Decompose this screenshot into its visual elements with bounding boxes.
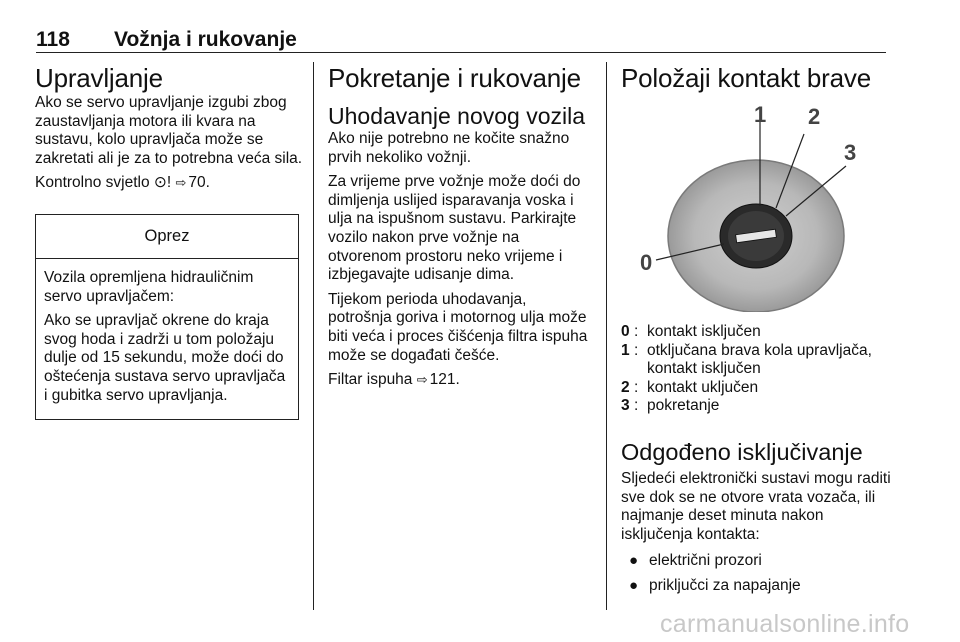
column-2 [328, 62, 594, 396]
heading-ignition-positions: Položaji kontakt brave [621, 63, 871, 93]
heading-steering: Upravljanje [35, 63, 163, 93]
control-lamp-text: Kontrolno svjetlo [35, 174, 150, 192]
steering-warning-icon: ⊙! [153, 174, 172, 192]
steering-paragraph: Ako se servo upravljanje izgubi zbog zaustavljanja motora ili kvara na sustavu, kolo upravljača može se zakretati ali je za to potrebna veća sila. [35, 94, 303, 167]
legend-item: 3 : pokretanje [621, 397, 720, 415]
legend-item: 0 : kontakt isključen [621, 323, 761, 340]
label-position-0: 0 [640, 250, 653, 275]
delayed-off-paragraph: Sljedeći elektronički sustavi mogu raditi sve dok se ne otvore vrata vozača, ili najmanje deset minuta nakon isključenja kontakta: [621, 469, 891, 543]
filter-ref[interactable]: 121. [429, 371, 460, 389]
watermark: carmanualsonline.info [660, 610, 910, 638]
column-3 [621, 62, 891, 94]
section-title: Vožnja i rukovanje [114, 28, 297, 51]
filter-text: Filtar ispuha [328, 371, 413, 389]
page-header [36, 26, 886, 53]
column-divider-1 [313, 62, 314, 610]
subheading-delayed-off: Odgođeno isključivanje [621, 438, 863, 465]
control-lamp-line [35, 174, 303, 193]
running-in-para-1: Ako nije potrebno ne kočite snažno prvih nekoliko vožnji. [328, 130, 570, 166]
list-item: ● priključci za napajanje [629, 576, 801, 594]
heading-starting: Pokretanje i rukovanje [328, 63, 581, 93]
ignition-legend [621, 323, 891, 602]
label-position-1: 1 [754, 102, 767, 127]
ignition-switch-illustration [628, 94, 884, 312]
running-in-para-2: Za vrijeme prve vožnje može doći do dimljenja uslijed isparavanja voska i ulja na ispušnom sustavu. Parkirajte vozilo nakon prve vožnje na otvorenom prostoru neko vrijeme i izbjegavajte udisanje dima. [328, 173, 581, 284]
delayed-off-list [621, 552, 891, 595]
subheading-running-in: Uhodavanje novog vozila [328, 103, 586, 129]
caution-box [35, 214, 299, 420]
page-number: 118 [36, 28, 70, 51]
legend-item: 2 : kontakt uključen [621, 378, 759, 396]
filter-line [328, 371, 594, 390]
running-in-para-3: Tijekom perioda uhodavanja, potrošnja goriva i motornog ulja može biti veća i proces čišćenja filtra ispuha može se događati češće. [328, 290, 588, 364]
control-lamp-ref[interactable]: 70. [188, 174, 210, 192]
label-position-3: 3 [844, 140, 857, 165]
list-item: ● električni prozori [629, 552, 762, 570]
reference-arrow-icon: ⇨ [416, 372, 428, 388]
label-position-2: 2 [808, 104, 821, 129]
ignition-switch-figure [628, 94, 884, 312]
bullet-icon: ● [629, 576, 639, 594]
legend-item: 1 : otključana brava kola upravljača, kontakt isključen [621, 341, 872, 378]
caution-para-1: Vozila opremljena hidrauličnim servo upravljačem: [44, 269, 254, 305]
column-1 [35, 62, 303, 199]
reference-arrow-icon: ⇨ [175, 175, 187, 191]
caution-para-2: Ako se upravljač okrene do kraja svog hoda i zadrži u tom položaju dulje od 15 sekundu, može doći do oštećenja sustava servo upravljača i gubitka servo upravljanja. [44, 312, 286, 404]
bullet-icon: ● [629, 552, 639, 570]
column-divider-2 [606, 62, 607, 610]
caution-title: Oprez [36, 215, 298, 259]
